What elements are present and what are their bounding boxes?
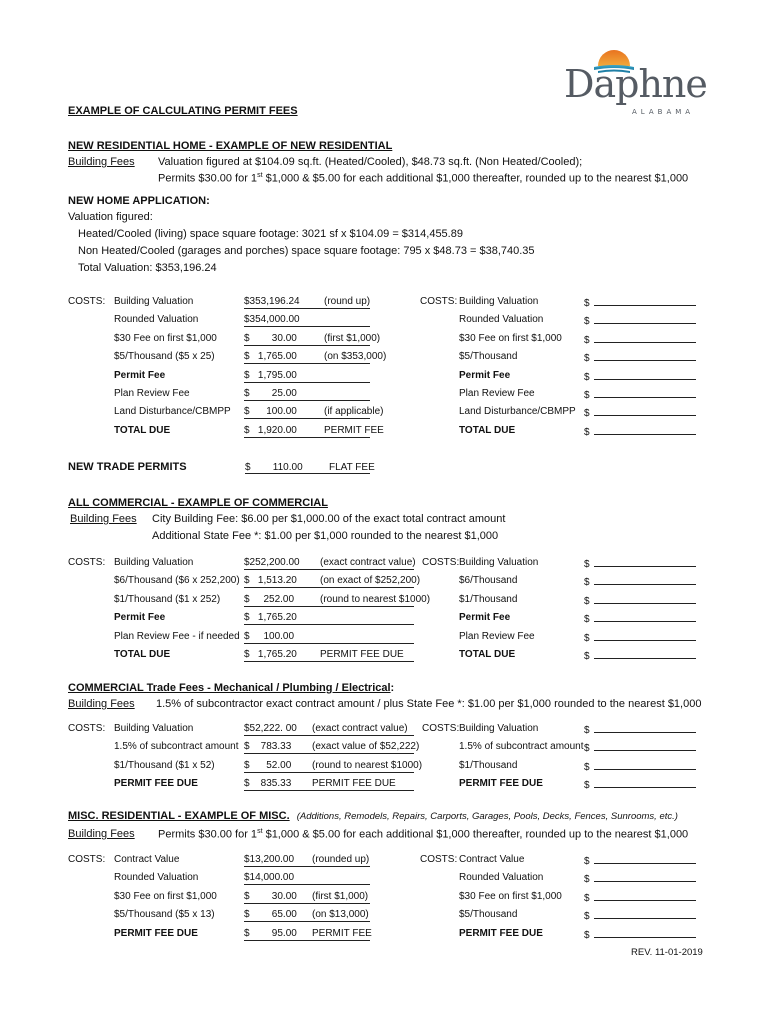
cost-value [244,928,370,941]
worksheet-label: $5/Thousand [459,351,518,363]
worksheet-dollar: $ [584,614,590,626]
cost-label: $1/Thousand ($1 x 252) [114,593,221,605]
cost-amount: $ 1,765.20 [244,649,297,660]
misc-costs-label: COSTS: [68,854,106,865]
cost-note: (exact value of $52,222) [312,741,420,753]
daphne-logo [560,36,710,122]
cost-label: PERMIT FEE DUE [114,927,198,939]
misc-line-1: Permits $30.00 for 1st $1,000 & $5.00 for each additional $1,000 thereafter, rounded up to the nearest $1,000 [158,828,689,841]
cost-amount: $ 1,795.00 [244,369,297,381]
cost-value [244,741,420,754]
cost-label: Building Valuation [114,723,194,734]
worksheet-blank[interactable] [584,723,696,736]
cost-amount: $353,196.24 [244,296,300,307]
worksheet-blank[interactable] [584,388,696,401]
worksheet-label: Building Valuation [459,557,539,568]
worksheet-dollar: $ [584,892,590,904]
cost-label: TOTAL DUE [114,649,171,660]
worksheet-blank[interactable] [584,575,696,588]
worksheet-blank[interactable] [584,891,696,904]
cost-amount: $ 100.00 [244,406,297,418]
cost-value [244,631,414,644]
cost-value [244,296,370,309]
worksheet-dollar: $ [584,632,590,644]
cost-note: (first $1,000) [312,890,369,902]
cost-value [244,314,370,327]
cost-amount: $ 783.33 [244,741,292,753]
residential-line-2: Permits $30.00 for 1st $1,000 & $5.00 for each additional $1,000 thereafter, rounded up to the nearest $1,000 [158,172,689,185]
comm-trade-costs-label-right: COSTS: [422,723,460,734]
cost-amount: $ 835.33 [244,778,292,790]
cost-value [244,593,431,607]
residential-fees-label: Building Fees [68,156,135,168]
nonheated-valuation: Non Heated/Cooled (garages and porches) space square footage: 795 x $48.73 = $38,740.35 [78,245,535,257]
trade-permits-value: $ 110.00 FLAT FEE [245,462,375,473]
worksheet-dollar: $ [584,595,590,607]
cost-label: $6/Thousand ($6 x 252,200) [114,575,240,587]
worksheet-blank[interactable] [584,649,696,662]
cost-note: (on $353,000) [324,351,387,363]
cost-amount: $ 52.00 [244,759,292,771]
cost-value [244,872,370,885]
cost-label: Rounded Valuation [114,872,199,884]
cost-note: PERMIT FEE DUE [320,649,404,660]
cost-note: PERMIT FEE DUE [312,778,396,790]
cost-amount: $ 95.00 [244,927,297,939]
worksheet-label: Plan Review Fee [459,388,535,399]
worksheet-blank[interactable] [584,760,696,773]
cost-label: $5/Thousand ($5 x 13) [114,909,215,921]
worksheet-dollar: $ [584,371,590,383]
worksheet-label: $1/Thousand [459,593,518,605]
worksheet-dollar: $ [584,856,590,867]
cost-amount: $ 25.00 [244,388,297,399]
cost-value [244,759,423,773]
worksheet-label: 1.5% of subcontract amount [459,741,584,753]
cost-amount: $13,200.00 [244,854,295,865]
cost-note: PERMIT FEE [312,927,372,939]
cost-note: (round to nearest $1000) [320,593,431,605]
worksheet-blank[interactable] [584,370,696,383]
worksheet-dollar: $ [584,408,590,420]
worksheet-label: Plan Review Fee [459,630,535,642]
worksheet-label: TOTAL DUE [459,649,516,660]
page-title: EXAMPLE OF CALCULATING PERMIT FEES [68,105,298,117]
worksheet-blank[interactable] [584,872,696,885]
misc-costs-label-right: COSTS: [420,854,458,865]
worksheet-blank[interactable] [584,333,696,346]
cost-amount: $ 1,765.20 [244,612,297,624]
worksheet-blank[interactable] [584,741,696,754]
total-valuation: Total Valuation: $353,196.24 [78,262,217,274]
cost-amount: $ 65.00 [244,909,297,921]
cost-value [244,612,414,625]
cost-note: (round up) [324,296,371,307]
cost-amount: $ 1,920.00 [244,424,297,436]
application-heading: NEW HOME APPLICATION: [68,195,210,207]
costs-label-right: COSTS: [420,296,458,307]
worksheet-label: $30 Fee on first $1,000 [459,890,562,902]
worksheet-dollar: $ [584,929,590,941]
commercial-heading: ALL COMMERCIAL - EXAMPLE OF COMMERCIAL [68,497,328,509]
cost-note: (exact contract value) [312,723,408,734]
worksheet-dollar: $ [584,298,590,309]
worksheet-label: Contract Value [459,854,525,865]
cost-label: Permit Fee [114,612,166,624]
comm-trade-fees-label: Building Fees [68,698,135,710]
worksheet-dollar: $ [584,390,590,401]
residential-line-1: Valuation figured at $104.09 sq.ft. (Heated/Cooled), $48.73 sq.ft. (Non Heated/Cooled); [158,156,583,168]
worksheet-label: Permit Fee [459,612,511,624]
cost-value [244,424,384,438]
cost-amount: $ 252.00 [244,593,295,605]
cost-note: (exact contract value) [320,557,416,568]
cost-label: Land Disturbance/CBMPP [114,406,231,418]
cost-value [244,557,414,570]
worksheet-blank[interactable] [584,854,696,867]
worksheet-label: PERMIT FEE DUE [459,778,543,790]
revision-label: REV. 11-01-2019 [631,947,703,958]
cost-amount: $52,222. 00 [244,723,297,734]
commercial-line-2: Additional State Fee *: $1.00 per $1,000 rounded to the nearest $1,000 [152,530,499,542]
commercial-costs-label: COSTS: [68,557,106,568]
cost-note: (first $1,000) [324,332,381,344]
cost-amount: $ 30.00 [244,890,297,902]
worksheet-blank[interactable] [584,314,696,327]
cost-amount: $354,000.00 [244,314,300,326]
cost-amount: $ 30.00 [244,332,297,344]
cost-label: Plan Review Fee - if needed [114,630,240,642]
cost-value [244,370,370,383]
worksheet-blank[interactable] [584,631,696,644]
worksheet-dollar: $ [584,761,590,773]
worksheet-dollar: $ [584,426,590,438]
worksheet-blank[interactable] [584,778,696,791]
cost-amount: $14,000.00 [244,872,295,884]
cost-label: TOTAL DUE [114,424,171,436]
commercial-costs-label-right: COSTS: [422,557,460,568]
cost-amount: $252,200.00 [244,557,300,568]
valuation-label: Valuation figured: [68,211,153,223]
cost-label: 1.5% of subcontract amount [114,741,239,753]
residential-heading: NEW RESIDENTIAL HOME - EXAMPLE OF NEW RESIDENTIAL [68,140,393,152]
worksheet-blank[interactable] [584,296,696,309]
cost-label: Building Valuation [114,296,194,307]
worksheet-label: Rounded Valuation [459,314,544,326]
worksheet-label: $5/Thousand [459,909,518,921]
cost-value [244,649,414,662]
cost-value [244,575,421,588]
worksheet-dollar: $ [584,559,590,570]
worksheet-label: Building Valuation [459,723,539,734]
heated-valuation: Heated/Cooled (living) space square footage: 3021 sf x $104.09 = $314,455.89 [78,228,463,240]
worksheet-label: Building Valuation [459,296,539,307]
cost-value [244,778,414,791]
cost-label: Building Valuation [114,557,194,568]
worksheet-label: Rounded Valuation [459,872,544,884]
cost-label: Plan Review Fee [114,388,190,399]
cost-label: $1/Thousand ($1 x 52) [114,759,215,771]
costs-label: COSTS: [68,296,106,307]
worksheet-label: Land Disturbance/CBMPP [459,406,576,418]
commercial-fees-label: Building Fees [70,513,137,525]
cost-amount: $ 1,513.20 [244,575,297,587]
cost-label: $30 Fee on first $1,000 [114,890,217,902]
worksheet-blank[interactable] [584,928,696,941]
worksheet-blank[interactable] [584,351,696,364]
cost-note: (round to nearest $1000) [312,759,423,771]
worksheet-dollar: $ [584,577,590,589]
worksheet-label: $6/Thousand [459,575,518,587]
misc-fees-label: Building Fees [68,828,135,840]
worksheet-blank[interactable] [584,406,696,419]
worksheet-label: Permit Fee [459,369,511,381]
cost-label: PERMIT FEE DUE [114,778,198,790]
cost-value [244,909,370,922]
worksheet-dollar: $ [584,353,590,365]
logo-subtitle: ALABAMA [632,108,695,116]
cost-label: Permit Fee [114,369,166,381]
cost-value [244,332,381,346]
worksheet-dollar: $ [584,334,590,346]
worksheet-dollar: $ [584,911,590,923]
cost-label: Rounded Valuation [114,314,199,326]
cost-value [244,854,370,867]
cost-amount: $ 1,765.00 [244,351,297,363]
cost-value [244,351,387,364]
cost-note: PERMIT FEE [324,424,384,436]
worksheet-blank[interactable] [584,425,696,438]
cost-note: (on $13,000) [312,909,369,921]
cost-amount: $ 100.00 [244,630,295,642]
worksheet-blank[interactable] [584,612,696,625]
cost-value [244,723,414,736]
comm-trade-costs-label: COSTS: [68,723,106,734]
worksheet-dollar: $ [584,316,590,328]
cost-note: (rounded up) [312,854,370,865]
worksheet-blank[interactable] [584,557,696,570]
cost-value [244,388,370,401]
worksheet-dollar: $ [584,780,590,792]
worksheet-label: PERMIT FEE DUE [459,927,543,939]
cost-value [244,891,370,904]
worksheet-dollar: $ [584,725,590,736]
worksheet-blank[interactable] [584,594,696,607]
worksheet-blank[interactable] [584,909,696,922]
worksheet-label: TOTAL DUE [459,424,516,436]
trade-permits-label: NEW TRADE PERMITS [68,461,187,473]
logo-wordmark: Daphne [564,62,707,106]
cost-value [244,406,384,419]
worksheet-dollar: $ [584,743,590,755]
comm-trade-line-1: 1.5% of subcontractor exact contract amount / plus State Fee *: $1.00 per $1,000 rounded to the nearest $1,000 [156,698,702,710]
worksheet-dollar: $ [584,874,590,886]
cost-label: $5/Thousand ($5 x 25) [114,351,215,363]
worksheet-label: $30 Fee on first $1,000 [459,332,562,344]
comm-trade-heading: COMMERCIAL Trade Fees - Mechanical / Plumbing / Electrical: [68,682,395,694]
cost-label: Contract Value [114,854,180,865]
worksheet-dollar: $ [584,651,590,662]
worksheet-label: $1/Thousand [459,759,518,771]
cost-label: $30 Fee on first $1,000 [114,332,217,344]
commercial-line-1: City Building Fee: $6.00 per $1,000.00 of the exact total contract amount [152,513,506,525]
cost-note: (if applicable) [324,406,384,418]
cost-note: (on exact of $252,200) [320,575,421,587]
misc-heading: MISC. RESIDENTIAL - EXAMPLE OF MISC. (Additions, Remodels, Repairs, Carports, Garages, Pools, Decks, Fences, Sunrooms, etc.) [68,810,678,822]
